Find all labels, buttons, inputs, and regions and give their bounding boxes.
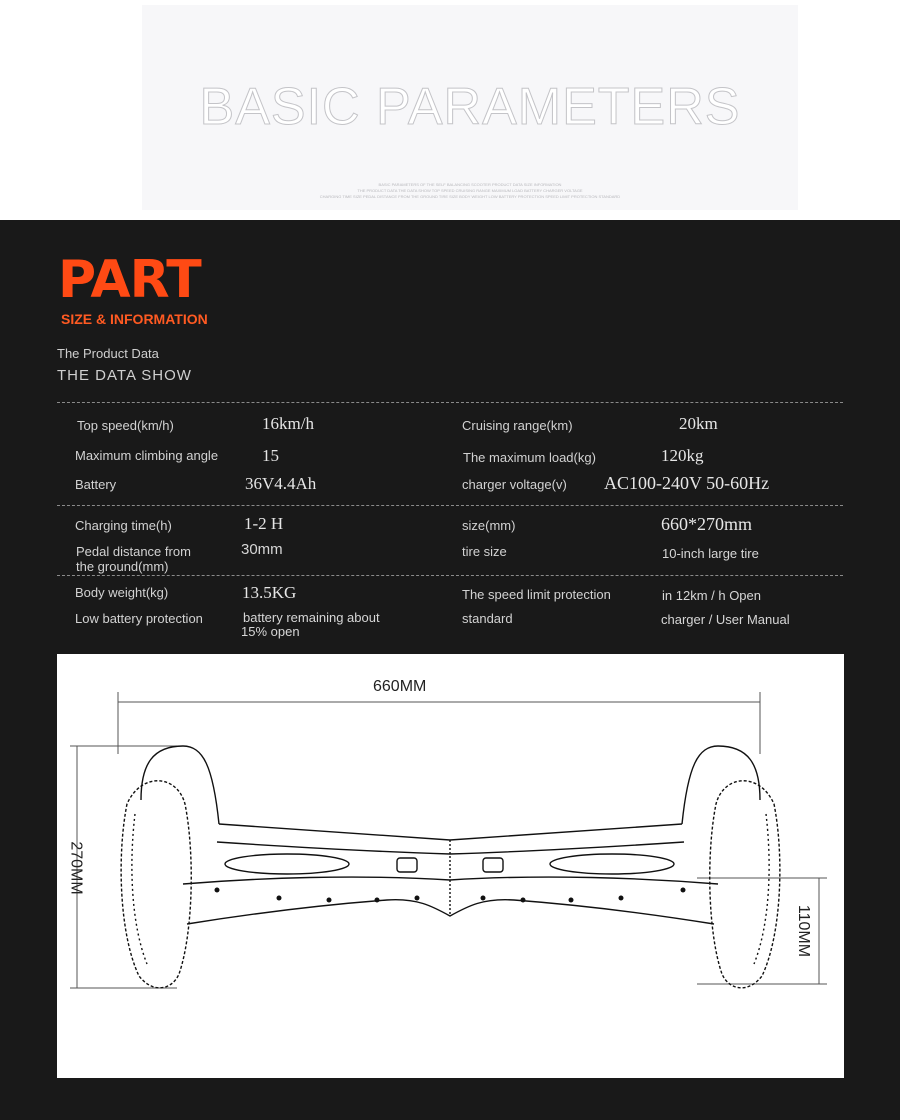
left-fender <box>141 746 219 824</box>
dimension-diagram <box>57 654 844 1078</box>
low-battery-value-line2: 15% open <box>241 624 300 639</box>
tire-size-label: tire size <box>462 544 507 559</box>
max-load-value: 120kg <box>661 446 704 465</box>
battery-value: 36V4.4Ah <box>245 474 317 493</box>
charger-voltage-value: AC100-240V 50-60Hz <box>604 473 770 493</box>
banner <box>142 5 798 210</box>
divider <box>57 575 843 576</box>
battery-label: Battery <box>75 477 117 492</box>
charger-voltage-label: charger voltage(v) <box>462 477 567 492</box>
part-subtitle: SIZE & INFORMATION <box>61 311 208 327</box>
charging-time-value: 1-2 H <box>244 514 284 533</box>
hoverboard-outline <box>121 746 780 988</box>
banner-title: BASIC PARAMETERS <box>199 78 741 136</box>
right-foot-pad <box>550 854 674 874</box>
cruising-range-value: 20km <box>679 414 718 433</box>
divider <box>57 402 843 403</box>
low-battery-value: battery remaining about <box>243 610 380 625</box>
size-label: size(mm) <box>462 518 516 533</box>
size-value: 660*270mm <box>661 514 753 534</box>
banner-fine-print: THE PRODUCT DATA THE DATA SHOW TOP SPEED CRUISING RANGE MAXIMUM LOAD BATTERY CHARGER VOLTAGE <box>357 188 583 193</box>
standard-value: charger / User Manual <box>661 612 790 627</box>
body-weight-value: 13.5KG <box>242 583 297 602</box>
body-weight-label: Body weight(kg) <box>75 585 169 600</box>
charging-time-label: Charging time(h) <box>75 518 172 533</box>
top-speed-label: Top speed(km/h) <box>77 418 174 433</box>
width-label: 660MM <box>373 678 427 695</box>
part-title: PART <box>58 250 201 310</box>
left-foot-pad <box>225 854 349 874</box>
clearance-label: 110MM <box>795 904 813 958</box>
divider <box>57 505 843 506</box>
product-data-heading: The Product Data <box>57 346 159 361</box>
speed-limit-value: in 12km / h Open <box>662 588 761 603</box>
max-load-label: The maximum load(kg) <box>463 450 596 465</box>
cruising-range-label: Cruising range(km) <box>462 418 573 433</box>
body-bottom <box>187 900 714 924</box>
top-section <box>0 0 900 220</box>
low-battery-label: Low battery protection <box>75 611 203 626</box>
hoverboard-drawing <box>57 654 844 1078</box>
climbing-angle-label: Maximum climbing angle <box>75 448 219 463</box>
height-label: 270MM <box>67 841 85 895</box>
banner-fine-print: BASIC PARAMETERS OF THE SELF BALANCING SCOOTER PRODUCT DATA SIZE INFORMATION <box>378 182 562 187</box>
climbing-angle-value: 15 <box>262 446 279 465</box>
top-speed-value: 16km/h <box>262 414 314 433</box>
top-deck <box>219 824 682 840</box>
pedal-distance-label: Pedal distance from <box>76 544 191 559</box>
standard-label: standard <box>462 611 513 626</box>
pedal-distance-label-line2: the ground(mm) <box>76 559 169 574</box>
tire-size-value: 10-inch large tire <box>662 546 759 561</box>
banner-fine-print: CHARGING TIME SIZE PEDAL DISTANCE FROM THE GROUND TIRE SIZE BODY WEIGHT LOW BATTERY PROTECTION SPEED LIMIT PROTECTION STANDARD <box>319 194 621 199</box>
pedal-distance-value: 30mm <box>241 541 283 558</box>
right-fender <box>682 746 760 824</box>
speed-limit-label: The speed limit protection <box>462 587 611 602</box>
data-show-heading: THE DATA SHOW <box>57 367 192 384</box>
